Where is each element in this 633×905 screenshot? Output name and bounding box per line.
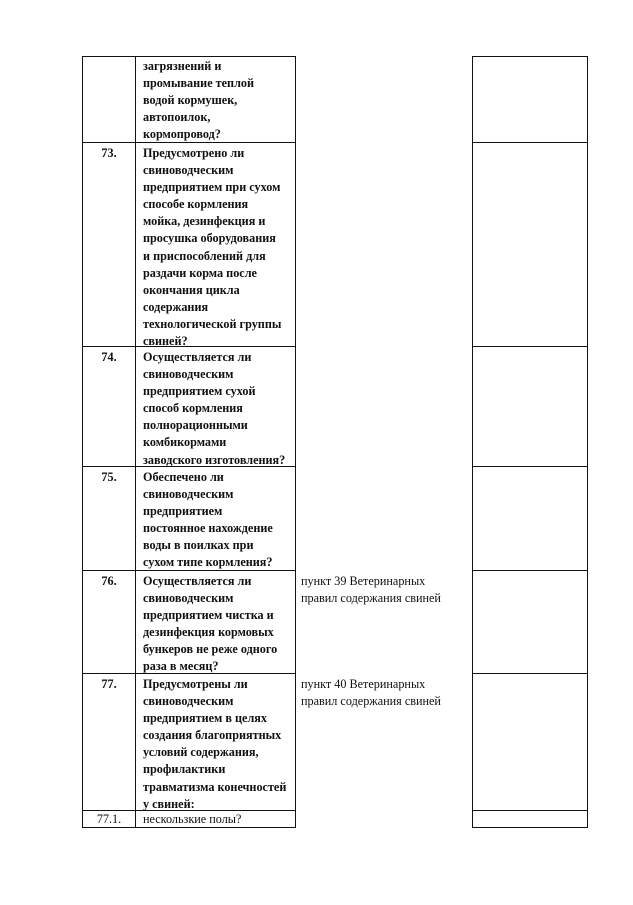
item-number-77-1: 77.1. [96,812,122,826]
question-text-continued: загрязнений и промывание теплой водой кормушек, автопоилок, кормопровод? [143,59,255,142]
item-number-77: 77. [101,677,117,691]
item-number-73: 73. [101,146,117,160]
question-text-75: Обеспечено ли свиноводческим предприятием постоянное нахождение воды в поилках при сухом типе кормления? [143,470,273,570]
question-text-76: Осуществляется ли свиноводческим предприятием чистка и дезинфекция кормовых бункеров не реже одного раза в месяц? [143,574,278,674]
right-row-border-77-1 [472,810,588,811]
legal-reference-77: пункт 40 Ветеринарных правил содержания свиней [301,677,441,709]
right-row-border-73 [472,142,588,143]
row-border-top [82,56,296,57]
right-row-border-74 [472,346,588,347]
right-row-border-77 [472,673,588,674]
legal-reference-76: пункт 39 Ветеринарных правил содержания свиней [301,574,441,606]
right-row-border-75 [472,466,588,467]
right-row-border-bottom [472,827,588,828]
question-text-73: Предусмотрено ли свиноводческим предприятием при сухом способе кормления мойка, дезинфекция и просушка оборудования и приспособлений для раздачи корма после окончания цикла содержания технологической группы свиней? [143,146,282,349]
column-divider-question [295,56,296,828]
item-number-74: 74. [101,350,117,364]
question-text-77: Предусмотрены ли свиноводческим предприятием в целях создания благоприятных условий содержания, профилактики травматизма конечностей у свиней: [143,677,287,811]
right-row-border-top [472,56,588,57]
table-border-left [82,56,83,828]
question-text-74: Осуществляется ли свиноводческим предприятием сухой способ кормления полнорационными комбикормами заводского изготовления? [143,350,286,467]
right-column-border-right [587,56,588,828]
item-number-76: 76. [101,574,117,588]
right-column-border-left [472,56,473,828]
item-number-75: 75. [101,470,117,484]
column-divider-number [135,56,136,828]
right-row-border-76 [472,570,588,571]
question-text-77-1: нескользкие полы? [143,812,242,826]
